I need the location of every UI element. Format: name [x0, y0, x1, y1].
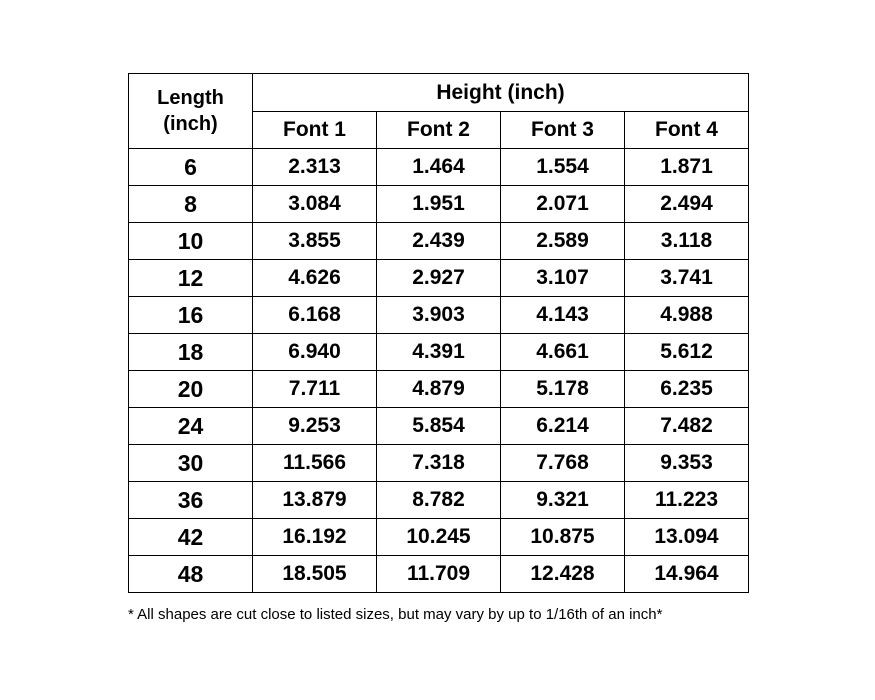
height-value-cell: 10.875: [501, 519, 625, 556]
height-value-cell: 5.854: [377, 408, 501, 445]
height-value-cell: 2.494: [625, 186, 749, 223]
table-header: [129, 74, 749, 149]
height-value-cell: 2.589: [501, 223, 625, 260]
height-value-cell: 9.353: [625, 445, 749, 482]
length-cell: 12: [129, 260, 253, 297]
height-value-cell: 2.439: [377, 223, 501, 260]
height-value-cell: 2.927: [377, 260, 501, 297]
height-value-cell: 6.940: [253, 334, 377, 371]
length-cell: 16: [129, 297, 253, 334]
height-value-cell: 9.321: [501, 482, 625, 519]
length-cell: 48: [129, 556, 253, 593]
height-value-cell: 5.612: [625, 334, 749, 371]
table-row: [129, 445, 749, 482]
height-value-cell: 1.554: [501, 149, 625, 186]
height-value-cell: 16.192: [253, 519, 377, 556]
header-row-top: [129, 74, 749, 112]
height-value-cell: 8.782: [377, 482, 501, 519]
height-value-cell: 3.741: [625, 260, 749, 297]
height-value-cell: 3.118: [625, 223, 749, 260]
length-cell: 42: [129, 519, 253, 556]
height-value-cell: 11.709: [377, 556, 501, 593]
height-column-header: Height (inch): [253, 74, 749, 112]
length-cell: 6: [129, 149, 253, 186]
table-row: [129, 334, 749, 371]
height-value-cell: 7.711: [253, 371, 377, 408]
table-row: [129, 223, 749, 260]
height-value-cell: 1.871: [625, 149, 749, 186]
table-row: [129, 519, 749, 556]
height-value-cell: 12.428: [501, 556, 625, 593]
length-cell: 18: [129, 334, 253, 371]
height-value-cell: 7.768: [501, 445, 625, 482]
table-row: [129, 186, 749, 223]
height-value-cell: 18.505: [253, 556, 377, 593]
height-value-cell: 3.903: [377, 297, 501, 334]
table-row: [129, 482, 749, 519]
height-value-cell: 3.107: [501, 260, 625, 297]
height-value-cell: 2.313: [253, 149, 377, 186]
font-header: Font 3: [501, 112, 625, 149]
height-value-cell: 3.855: [253, 223, 377, 260]
table-row: [129, 556, 749, 593]
height-value-cell: 1.951: [377, 186, 501, 223]
font-header: Font 4: [625, 112, 749, 149]
height-value-cell: 5.178: [501, 371, 625, 408]
height-value-cell: 10.245: [377, 519, 501, 556]
table-row: [129, 371, 749, 408]
height-value-cell: 4.879: [377, 371, 501, 408]
height-value-cell: 6.214: [501, 408, 625, 445]
height-value-cell: 4.661: [501, 334, 625, 371]
footnote: * All shapes are cut close to listed sizes, but may vary by up to 1/16th of an inch*: [128, 606, 663, 623]
height-value-cell: 6.235: [625, 371, 749, 408]
height-value-cell: 6.168: [253, 297, 377, 334]
length-cell: 24: [129, 408, 253, 445]
height-value-cell: 7.318: [377, 445, 501, 482]
height-value-cell: 3.084: [253, 186, 377, 223]
height-value-cell: 1.464: [377, 149, 501, 186]
height-value-cell: 11.223: [625, 482, 749, 519]
table-row: [129, 260, 749, 297]
length-cell: 20: [129, 371, 253, 408]
font-header: Font 2: [377, 112, 501, 149]
height-value-cell: 13.879: [253, 482, 377, 519]
size-table: [128, 73, 749, 593]
height-value-cell: 4.143: [501, 297, 625, 334]
length-cell: 8: [129, 186, 253, 223]
height-value-cell: 9.253: [253, 408, 377, 445]
height-value-cell: 14.964: [625, 556, 749, 593]
table-body: [129, 149, 749, 593]
length-cell: 36: [129, 482, 253, 519]
height-value-cell: 4.626: [253, 260, 377, 297]
height-value-cell: 4.988: [625, 297, 749, 334]
height-value-cell: 2.071: [501, 186, 625, 223]
height-value-cell: 11.566: [253, 445, 377, 482]
length-header-line2: (inch): [163, 113, 218, 135]
length-header-line1: Length: [157, 87, 224, 109]
table-row: [129, 408, 749, 445]
table-row: [129, 149, 749, 186]
table-row: [129, 297, 749, 334]
height-value-cell: 7.482: [625, 408, 749, 445]
height-value-cell: 13.094: [625, 519, 749, 556]
length-cell: 10: [129, 223, 253, 260]
font-header: Font 1: [253, 112, 377, 149]
height-value-cell: 4.391: [377, 334, 501, 371]
length-column-header: [129, 74, 253, 149]
length-cell: 30: [129, 445, 253, 482]
